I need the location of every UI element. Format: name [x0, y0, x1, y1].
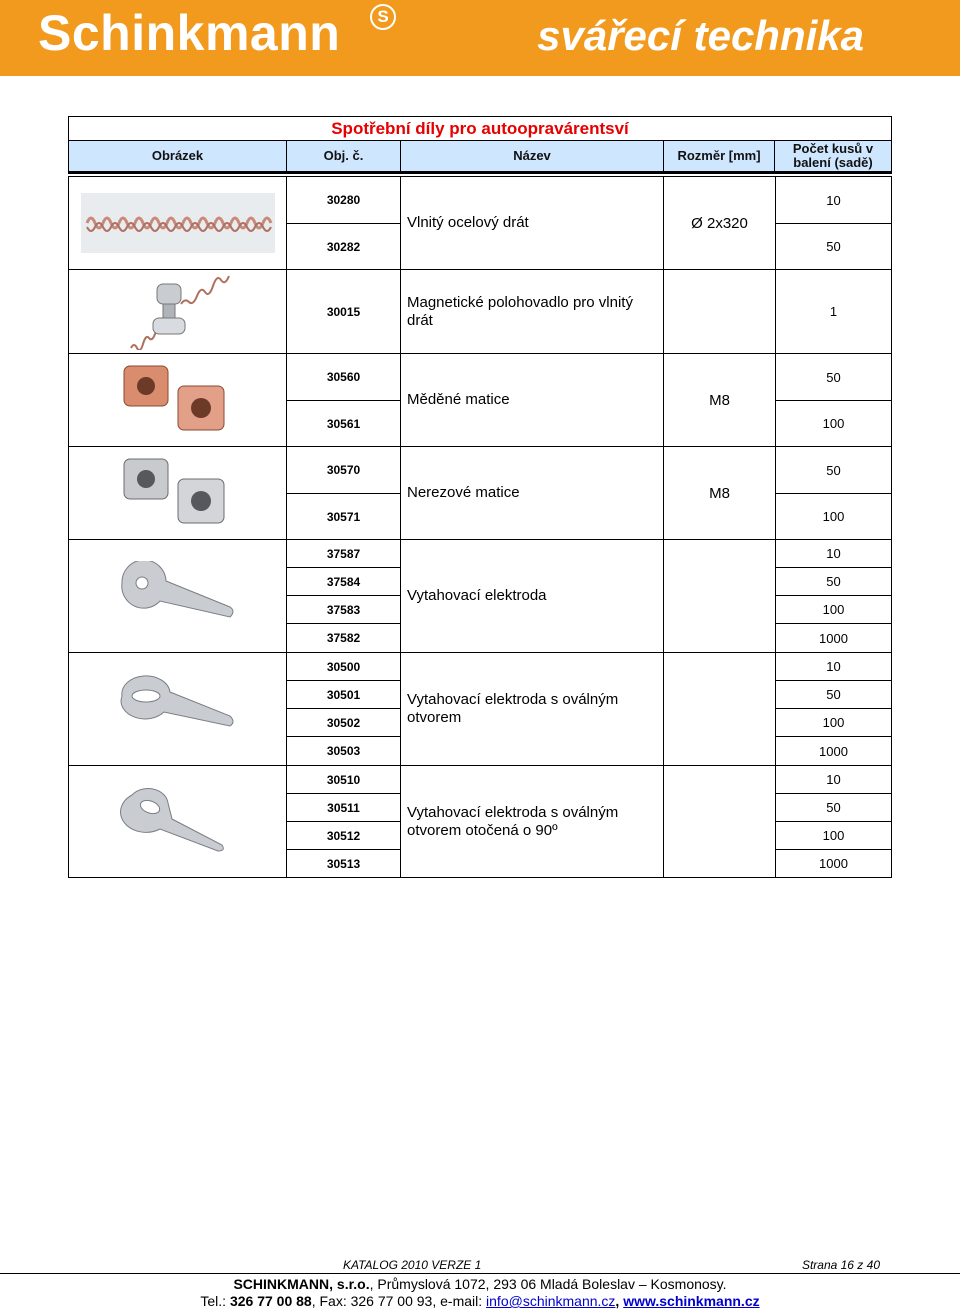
product-code: 30513	[286, 849, 401, 878]
email-link[interactable]: info@schinkmann.cz	[486, 1293, 616, 1309]
product-image	[68, 652, 287, 766]
column-header-size: Rozměr [mm]	[664, 141, 775, 171]
table-title: Spotřební díly pro autoopravárentsví	[68, 116, 892, 141]
product-size: M8	[663, 446, 776, 540]
round-electrode-icon	[118, 561, 238, 631]
brand-tagline: svářecí technika	[537, 12, 864, 59]
product-code: 30503	[286, 736, 401, 766]
product-qty: 50	[775, 446, 892, 494]
product-code: 30512	[286, 821, 401, 850]
column-header-image: Obrázek	[69, 141, 287, 171]
product-name: Vytahovací elektroda s oválným otvorem	[400, 652, 664, 766]
product-qty: 50	[775, 567, 892, 596]
product-size	[663, 652, 776, 766]
product-code: 30560	[286, 353, 401, 401]
brand-logo: Schinkmann	[38, 5, 341, 61]
rotated-electrode-icon	[118, 787, 238, 857]
company-name: SCHINKMANN, s.r.o.	[233, 1276, 370, 1292]
wavy-wire-icon	[81, 193, 275, 253]
product-code: 30511	[286, 793, 401, 822]
product-size: Ø 2x320	[663, 176, 776, 270]
product-qty: 100	[775, 821, 892, 850]
product-qty: 100	[775, 400, 892, 447]
company-address: , Průmyslová 1072, 293 06 Mladá Boleslav – Kosmonosy.	[369, 1276, 727, 1292]
fax-email-label: , Fax: 326 77 00 93, e-mail:	[311, 1293, 487, 1309]
product-name: Magnetické polohovadlo pro vlnitý drát	[400, 269, 664, 354]
column-header-name: Název	[401, 141, 664, 171]
product-code: 30561	[286, 400, 401, 447]
column-header-code: Obj. č.	[287, 141, 401, 171]
link-separator: ,	[615, 1293, 624, 1309]
product-qty: 50	[775, 223, 892, 270]
product-code: 30571	[286, 493, 401, 540]
footer-divider	[0, 1273, 960, 1274]
product-name: Měděné matice	[400, 353, 664, 447]
product-code: 30015	[286, 269, 401, 354]
header-divider	[68, 172, 892, 174]
website-link[interactable]: www.schinkmann.cz	[623, 1293, 760, 1309]
product-qty: 50	[775, 680, 892, 709]
product-qty: 100	[775, 595, 892, 624]
product-code: 37584	[286, 567, 401, 596]
phone-number: 326 77 00 88	[229, 1293, 312, 1309]
product-code: 30501	[286, 680, 401, 709]
product-name: Vytahovací elektroda	[400, 539, 664, 653]
footer-contact-line	[0, 1293, 960, 1309]
product-name: Nerezové matice	[400, 446, 664, 540]
product-code: 30510	[286, 765, 401, 794]
page-number: Strana 16 z 40	[801, 1258, 880, 1272]
product-qty: 1000	[775, 849, 892, 878]
product-image	[68, 353, 287, 447]
steel-nut-icon	[118, 453, 238, 533]
product-code: 30282	[286, 223, 401, 270]
product-image	[68, 765, 287, 878]
product-size	[663, 765, 776, 878]
product-qty: 100	[775, 493, 892, 540]
product-code: 30570	[286, 446, 401, 494]
product-qty: 1000	[775, 736, 892, 766]
product-code: 30500	[286, 652, 401, 681]
footer-company-line	[0, 1276, 960, 1292]
product-qty: 10	[775, 652, 892, 681]
product-image	[68, 269, 287, 354]
product-size	[663, 269, 776, 354]
product-size	[663, 539, 776, 653]
product-code: 30280	[286, 176, 401, 224]
brand-mark: S	[370, 4, 396, 30]
product-name: Vlnitý ocelový drát	[400, 176, 664, 270]
product-code: 37582	[286, 623, 401, 653]
column-header-qty: Počet kusů v balení (sadě)	[792, 141, 874, 170]
product-size: M8	[663, 353, 776, 447]
product-image	[68, 446, 287, 540]
catalog-version: KATALOG 2010 VERZE 1	[343, 1258, 482, 1272]
table-header-row	[68, 140, 892, 172]
product-code: 37587	[286, 539, 401, 568]
product-qty: 100	[775, 708, 892, 737]
product-qty: 10	[775, 765, 892, 794]
product-qty: 50	[775, 793, 892, 822]
product-qty: 10	[775, 176, 892, 224]
product-code: 30502	[286, 708, 401, 737]
product-name: Vytahovací elektroda s oválným otvorem otočená o 90º	[400, 765, 664, 878]
product-image	[68, 539, 287, 653]
oval-electrode-icon	[118, 674, 238, 744]
product-qty: 1000	[775, 623, 892, 653]
product-qty: 50	[775, 353, 892, 401]
copper-nut-icon	[118, 360, 238, 440]
product-qty: 10	[775, 539, 892, 568]
magnetic-holder-icon	[123, 274, 233, 350]
tel-label: Tel.:	[200, 1293, 230, 1309]
product-qty: 1	[775, 269, 892, 354]
page-header	[0, 0, 960, 76]
product-code: 37583	[286, 595, 401, 624]
product-table	[68, 176, 892, 878]
product-image	[68, 176, 287, 270]
